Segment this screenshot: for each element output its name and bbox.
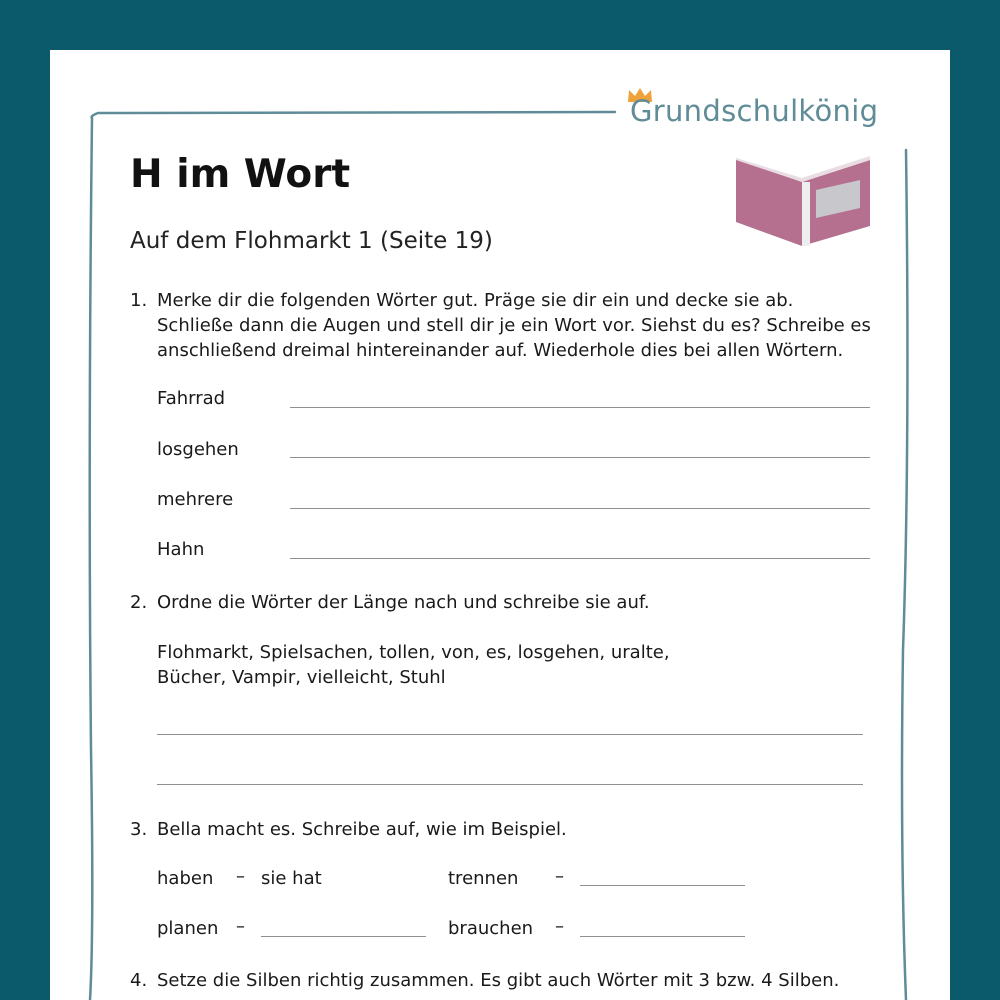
writing-line[interactable] <box>290 407 870 408</box>
word-fahrrad: Fahrrad <box>157 388 226 409</box>
task-1-instruction-line: Schließe dann die Augen und stell dir je ein Wort vor. Siehst du es? Schreibe es <box>157 315 871 336</box>
writing-line[interactable] <box>290 508 870 509</box>
answer-line[interactable] <box>261 936 426 937</box>
task-1-instruction-line: anschließend dreimal hintereinander auf. Wiederhole dies bei allen Wörtern. <box>157 340 844 361</box>
task-3-instruction: Bella macht es. Schreibe auf, wie im Beispiel. <box>157 819 567 840</box>
writing-line[interactable] <box>290 457 870 458</box>
answer-line[interactable] <box>580 885 745 886</box>
verb-planen: planen <box>157 918 219 939</box>
task-2-number: 2. <box>130 592 148 613</box>
task-2-instruction: Ordne die Wörter der Länge nach und schreibe sie auf. <box>157 592 650 613</box>
page-title: H im Wort <box>130 152 351 197</box>
verb-brauchen: brauchen <box>448 918 534 939</box>
task-4-instruction: Setze die Silben richtig zusammen. Es gibt auch Wörter mit 3 bzw. 4 Silben. <box>157 970 840 991</box>
task-1-instruction-line: Merke dir die folgenden Wörter gut. Präge sie dir ein und decke sie ab. <box>157 290 794 311</box>
task-4-number: 4. <box>130 970 148 991</box>
verb-trennen: trennen <box>448 868 519 889</box>
word-losgehen: losgehen <box>157 439 239 460</box>
task-2-word-list: Bücher, Vampir, vielleicht, Stuhl <box>157 667 446 688</box>
task-3-number: 3. <box>130 819 148 840</box>
dash: – <box>555 916 564 937</box>
brand-logo: Grundschulkönig <box>630 94 879 128</box>
answer-line[interactable] <box>580 936 745 937</box>
verb-haben: haben <box>157 868 214 889</box>
writing-line[interactable] <box>157 784 863 785</box>
page-subtitle: Auf dem Flohmarkt 1 (Seite 19) <box>130 228 493 254</box>
word-hahn: Hahn <box>157 539 205 560</box>
example-answer: sie hat <box>261 868 322 889</box>
dash: – <box>555 866 564 887</box>
open-book-icon <box>730 150 880 250</box>
task-1-number: 1. <box>130 290 148 311</box>
dash: – <box>236 916 245 937</box>
word-mehrere: mehrere <box>157 489 234 510</box>
writing-line[interactable] <box>157 734 863 735</box>
writing-line[interactable] <box>290 558 870 559</box>
dash: – <box>236 866 245 887</box>
task-2-word-list: Flohmarkt, Spielsachen, tollen, von, es, losgehen, uralte, <box>157 642 670 663</box>
worksheet-page <box>50 50 950 1000</box>
